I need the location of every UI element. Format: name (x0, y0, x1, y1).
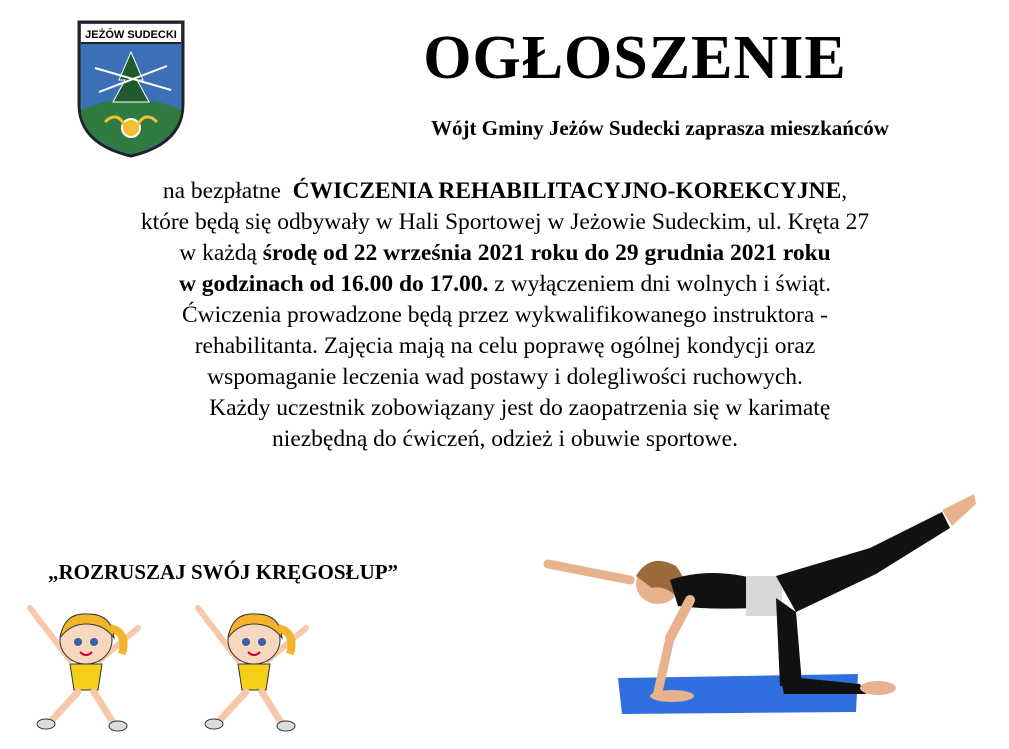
crest-text: JEŻÓW SUDECKI (85, 29, 177, 41)
woman-exercising-on-mat-icon (540, 488, 980, 720)
body-line-2: które będą się odbywały w Hali Sportowej w Jeżowie Sudeckim, ul. Kręta 27 (140, 209, 870, 235)
body-line-5: Ćwiczenia prowadzone będą przez wykwalifikowanego instruktora - (182, 302, 828, 328)
body-line-1: na bezpłatne ĆWICZENIA REHABILITACYJNO-KOREKCYJNE, (162, 178, 848, 204)
body-line-6: rehabilitanta. Zajęcia mają na celu poprawę ogólnej kondycji oraz (194, 333, 816, 359)
body-line-3: w każdą środę od 22 września 2021 roku do 29 grudnia 2021 roku (179, 240, 831, 266)
cartoon-girl-icon (18, 598, 148, 733)
body-line-7: wspomaganie leczenia wad postawy i dolegliwości ruchowych. (207, 364, 803, 390)
subtitle: Wójt Gminy Jeżów Sudecki zaprasza mieszkańców (431, 116, 889, 140)
cartoon-girl-icon (186, 598, 316, 733)
coat-of-arms-icon (75, 18, 187, 160)
slogan: „ROZRUSZAJ SWÓJ KRĘGOSŁUP” (48, 560, 399, 584)
page-title: OGŁOSZENIE (423, 24, 847, 92)
announcement-body (20, 176, 990, 455)
body-line-4: w godzinach od 16.00 do 17.00. z wyłączeniem dni wolnych i świąt. (178, 271, 832, 297)
body-line-9: niezbędną do ćwiczeń, odzież i obuwie sportowe. (272, 426, 738, 452)
body-line-8: Każdy uczestnik zobowiązany jest do zaopatrzenia się w karimatę (179, 395, 831, 421)
